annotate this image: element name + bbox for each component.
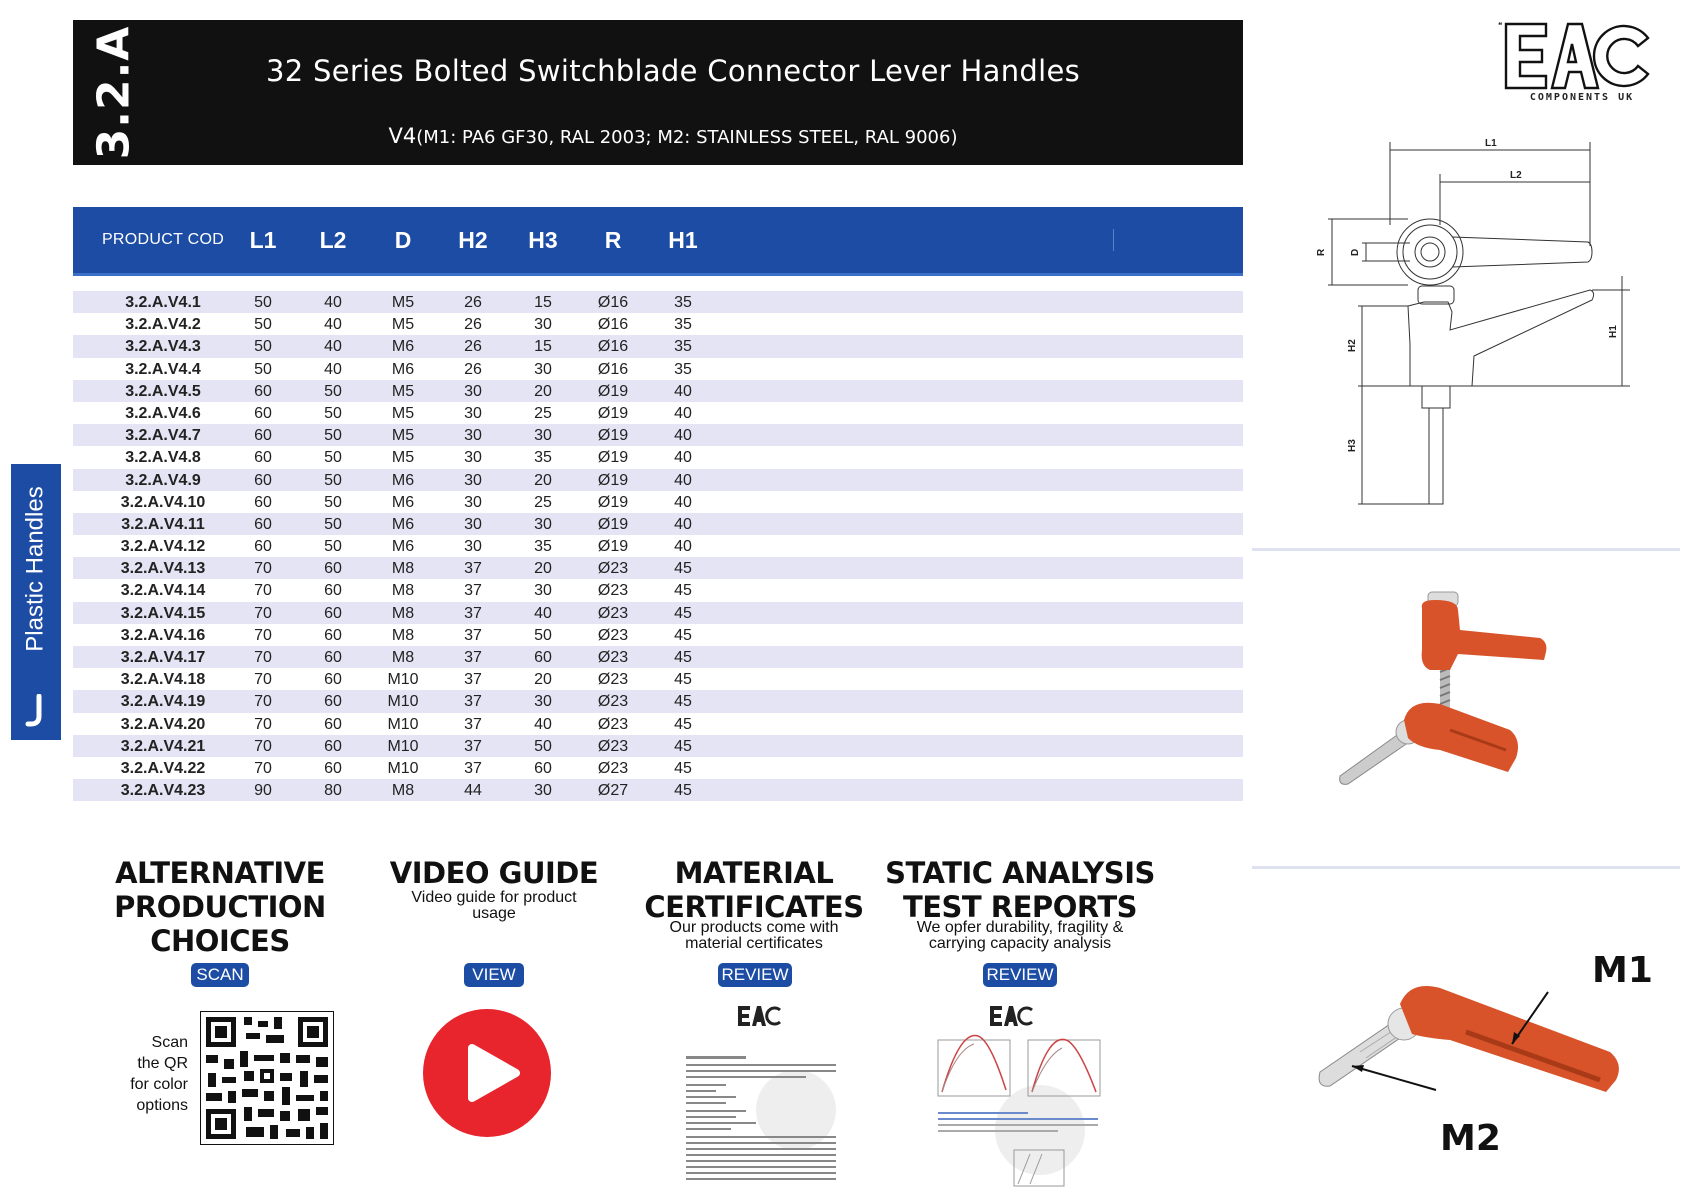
page-subtitle [173, 124, 1173, 148]
cell-h2: 30 [464, 515, 482, 533]
dim-label-l1: L1 [1485, 138, 1497, 149]
cell-h1: 45 [674, 715, 692, 733]
table-header [73, 207, 1243, 276]
cell-d: M8 [391, 582, 415, 600]
cell-l1: 70 [254, 582, 272, 600]
qr-caption-line: the QR [137, 1055, 188, 1072]
static-sub-line: We opfer durability, fragility & [916, 919, 1124, 936]
cell-r: Ø23 [597, 737, 629, 755]
cell-r: Ø19 [597, 427, 629, 445]
cell-h2: 37 [464, 671, 482, 689]
cell-d: M10 [387, 693, 419, 711]
qr-code-icon[interactable] [200, 1011, 334, 1145]
static-analysis-subtitle [870, 920, 1170, 952]
logo-subtext: COMPONENTS UK [1529, 92, 1635, 103]
table-row [73, 380, 1243, 402]
cell-h1: 45 [674, 582, 692, 600]
cell-r: Ø19 [597, 449, 629, 467]
cell-product-code: 3.2.A.V4.10 [120, 493, 206, 511]
cell-l1: 60 [254, 493, 272, 511]
section-code-text: 3.2.A [88, 25, 140, 160]
cell-r: Ø23 [597, 671, 629, 689]
cell-d: M6 [391, 338, 415, 356]
cell-d: M10 [387, 737, 419, 755]
cell-h1: 40 [674, 404, 692, 422]
cell-h2: 37 [464, 715, 482, 733]
cell-d: M6 [391, 471, 415, 489]
col-header-r: R [604, 227, 622, 253]
cell-d: M5 [391, 427, 415, 445]
play-video-icon[interactable] [422, 1008, 552, 1138]
table-row [73, 535, 1243, 557]
cell-h2: 37 [464, 737, 482, 755]
cell-l2: 40 [324, 360, 342, 378]
cell-l1: 60 [254, 427, 272, 445]
cell-l2: 60 [324, 737, 342, 755]
cell-h3: 30 [534, 515, 552, 533]
cell-h2: 37 [464, 693, 482, 711]
cell-h1: 40 [674, 382, 692, 400]
cell-product-code: 3.2.A.V4.18 [120, 671, 206, 689]
lever-handle-icon [25, 694, 47, 728]
qr-caption-line: options [136, 1097, 188, 1114]
cell-r: Ø19 [597, 493, 629, 511]
cell-d: M6 [391, 360, 415, 378]
cell-product-code: 3.2.A.V4.9 [125, 471, 201, 489]
cell-l2: 60 [324, 715, 342, 733]
table-row [73, 424, 1243, 446]
certificate-document-icon[interactable] [676, 1000, 846, 1190]
cell-l1: 70 [254, 759, 272, 777]
cell-l2: 50 [324, 515, 342, 533]
table-row [73, 579, 1243, 601]
cell-h3: 15 [534, 294, 552, 311]
cell-l2: 60 [324, 759, 342, 777]
table-row [73, 735, 1243, 757]
col-header-product-code: PRODUCT COD [101, 231, 225, 248]
cell-d: M5 [391, 404, 415, 422]
cell-l2: 60 [324, 693, 342, 711]
cell-product-code: 3.2.A.V4.11 [121, 515, 205, 533]
cell-product-code: 3.2.A.V4.16 [120, 626, 206, 644]
cell-d: M10 [387, 671, 419, 689]
cell-h3: 60 [534, 759, 552, 777]
cell-d: M8 [391, 782, 415, 800]
cell-h3: 25 [534, 493, 552, 511]
cell-h2: 30 [464, 471, 482, 489]
alternative-choices-title [100, 856, 340, 958]
eac-logo [1490, 16, 1660, 108]
table-row [73, 668, 1243, 690]
cell-h1: 45 [674, 626, 692, 644]
table-row [73, 557, 1243, 579]
cell-l1: 60 [254, 382, 272, 400]
qr-caption-line: Scan [151, 1034, 188, 1051]
header-divider [1113, 229, 1114, 251]
material-sub-line: material certificates [685, 935, 823, 952]
cell-h3: 30 [534, 782, 552, 800]
dim-label-l2: L2 [1510, 170, 1522, 181]
cell-h1: 40 [674, 471, 692, 489]
cell-l2: 60 [324, 560, 342, 578]
cell-l2: 50 [324, 427, 342, 445]
cell-product-code: 3.2.A.V4.22 [120, 759, 206, 777]
page-header [73, 20, 1243, 165]
cell-product-code: 3.2.A.V4.1 [125, 294, 201, 311]
cell-l2: 60 [324, 649, 342, 666]
cell-l1: 50 [254, 338, 272, 356]
cell-product-code: 3.2.A.V4.4 [125, 360, 201, 378]
table-row [73, 335, 1243, 357]
table-row [73, 602, 1243, 624]
material-certificates-title [634, 856, 874, 924]
material-title-line: CERTIFICATES [644, 890, 864, 924]
cell-l1: 60 [254, 538, 272, 556]
cell-d: M10 [387, 715, 419, 733]
cell-r: Ø23 [597, 604, 629, 622]
cell-h1: 35 [674, 338, 692, 356]
cell-product-code: 3.2.A.V4.17 [120, 649, 206, 666]
cell-l2: 50 [324, 449, 342, 467]
dim-label-d: D [1350, 248, 1361, 256]
cell-r: Ø19 [597, 515, 629, 533]
cell-h2: 37 [464, 626, 482, 644]
cell-h2: 30 [464, 538, 482, 556]
dim-label-h3: H3 [1347, 439, 1358, 452]
cell-h3: 35 [534, 449, 552, 467]
cell-product-code: 3.2.A.V4.23 [120, 782, 206, 800]
col-header-h2: H2 [458, 227, 488, 253]
cell-product-code: 3.2.A.V4.8 [125, 449, 201, 467]
cell-h1: 35 [674, 316, 692, 334]
cell-product-code: 3.2.A.V4.19 [120, 693, 206, 711]
cell-h2: 37 [464, 560, 482, 578]
product-table-body [73, 291, 1243, 801]
cell-r: Ø19 [597, 538, 629, 556]
cell-h2: 26 [464, 316, 482, 334]
cell-h3: 40 [534, 715, 552, 733]
cell-r: Ø19 [597, 404, 629, 422]
test-report-document-icon[interactable] [930, 1000, 1110, 1190]
cell-h2: 30 [464, 382, 482, 400]
cell-h1: 40 [674, 427, 692, 445]
cell-d: M5 [391, 449, 415, 467]
cell-h1: 45 [674, 737, 692, 755]
cell-l1: 70 [254, 693, 272, 711]
material-label-m2: M2 [1440, 1118, 1501, 1159]
cell-h3: 50 [534, 737, 552, 755]
side-tab-label: Plastic Handles [22, 486, 50, 652]
cell-d: M8 [391, 604, 415, 622]
cell-r: Ø27 [597, 782, 629, 800]
cell-l1: 70 [254, 604, 272, 622]
col-header-l2: L2 [319, 227, 347, 253]
video-guide-title [374, 856, 614, 890]
cell-h3: 30 [534, 582, 552, 600]
cell-product-code: 3.2.A.V4.13 [120, 560, 206, 578]
cell-l2: 50 [324, 471, 342, 489]
cell-h3: 20 [534, 471, 552, 489]
alternative-title-line: ALTERNATIVE [115, 856, 325, 890]
cell-h3: 20 [534, 671, 552, 689]
cell-l1: 70 [254, 737, 272, 755]
cell-h3: 60 [534, 649, 552, 666]
cell-r: Ø16 [597, 316, 629, 334]
cell-h1: 45 [674, 782, 692, 800]
cell-product-code: 3.2.A.V4.14 [120, 582, 206, 600]
cell-h3: 35 [534, 538, 552, 556]
cell-product-code: 3.2.A.V4.2 [125, 316, 201, 334]
cell-l2: 40 [324, 294, 342, 311]
cell-h2: 30 [464, 427, 482, 445]
cell-l2: 60 [324, 671, 342, 689]
cell-l2: 50 [324, 538, 342, 556]
qr-caption-line: for color [130, 1076, 188, 1093]
alternative-title-line: PRODUCTION [114, 890, 326, 924]
cell-d: M8 [391, 626, 415, 644]
cell-r: Ø19 [597, 382, 629, 400]
cell-r: Ø16 [597, 294, 629, 311]
cell-product-code: 3.2.A.V4.5 [125, 382, 201, 400]
table-row [73, 646, 1243, 668]
table-row [73, 513, 1243, 535]
cell-d: M10 [387, 759, 419, 777]
cell-product-code: 3.2.A.V4.3 [125, 338, 201, 356]
cell-d: M8 [391, 560, 415, 578]
cell-l1: 70 [254, 649, 272, 666]
material-title-line: MATERIAL [674, 856, 834, 890]
cell-d: M6 [391, 515, 415, 533]
cell-h1: 40 [674, 493, 692, 511]
table-row [73, 690, 1243, 712]
cell-h1: 45 [674, 671, 692, 689]
cell-r: Ø23 [597, 626, 629, 644]
cell-h3: 25 [534, 404, 552, 422]
page-title: 32 Series Bolted Switchblade Connector Lever Handles [265, 54, 1081, 88]
cell-h2: 37 [464, 759, 482, 777]
scan-button[interactable]: SCAN [191, 963, 249, 987]
cell-h2: 26 [464, 338, 482, 356]
cell-d: M5 [391, 316, 415, 334]
static-sub-line: carrying capacity analysis [928, 935, 1112, 952]
cell-h1: 45 [674, 649, 692, 666]
dim-label-h2: H2 [1347, 339, 1358, 352]
cell-r: Ø23 [597, 693, 629, 711]
cell-h2: 26 [464, 360, 482, 378]
cell-l2: 40 [324, 338, 342, 356]
cell-r: Ø23 [597, 715, 629, 733]
cell-r: Ø19 [597, 471, 629, 489]
static-title-line: TEST REPORTS [902, 890, 1138, 924]
table-row [73, 757, 1243, 779]
table-row [73, 779, 1243, 801]
material-certificates-subtitle [634, 920, 874, 952]
cell-product-code: 3.2.A.V4.6 [125, 404, 201, 422]
cell-d: M5 [391, 382, 415, 400]
view-video-button[interactable]: VIEW [464, 963, 524, 987]
cell-l2: 60 [324, 582, 342, 600]
cell-h1: 40 [674, 449, 692, 467]
cell-h1: 40 [674, 515, 692, 533]
table-row [73, 358, 1243, 380]
cell-d: M8 [391, 649, 415, 666]
cell-l1: 50 [254, 316, 272, 334]
cell-h2: 30 [464, 404, 482, 422]
cell-r: Ø23 [597, 649, 629, 666]
cell-r: Ø23 [597, 759, 629, 777]
cell-r: Ø16 [597, 338, 629, 356]
material-label-m1: M1 [1592, 950, 1653, 991]
table-row [73, 402, 1243, 424]
col-header-l1: L1 [249, 227, 277, 253]
side-category-tab[interactable] [11, 464, 61, 740]
cell-product-code: 3.2.A.V4.21 [120, 737, 206, 755]
cell-h2: 26 [464, 294, 482, 311]
cell-l1: 60 [254, 471, 272, 489]
cell-l1: 90 [254, 782, 272, 800]
cell-h3: 50 [534, 626, 552, 644]
cell-r: Ø23 [597, 560, 629, 578]
table-row [73, 469, 1243, 491]
table-row [73, 713, 1243, 735]
cell-l1: 70 [254, 560, 272, 578]
cell-l2: 50 [324, 382, 342, 400]
cell-h2: 37 [464, 604, 482, 622]
dim-label-h1: H1 [1608, 325, 1619, 338]
cell-h1: 45 [674, 560, 692, 578]
cell-l1: 70 [254, 715, 272, 733]
table-row [73, 491, 1243, 513]
cell-l1: 60 [254, 449, 272, 467]
cell-h1: 35 [674, 294, 692, 311]
svg-text:❝: ❝ [1498, 21, 1503, 30]
section-code [79, 20, 149, 165]
cell-h2: 30 [464, 493, 482, 511]
review-certificates-button[interactable]: REVIEW [718, 963, 792, 987]
subtitle-materials: (M1: PA6 GF30, RAL 2003; M2: STAINLESS STEEL, RAL 9006) [416, 127, 958, 148]
review-reports-button[interactable]: REVIEW [983, 963, 1057, 987]
cell-l2: 60 [324, 626, 342, 644]
cell-h2: 37 [464, 582, 482, 600]
panel-divider [1252, 548, 1680, 551]
col-header-d: D [394, 227, 412, 253]
table-row [73, 446, 1243, 468]
cell-l2: 80 [324, 782, 342, 800]
cell-r: Ø16 [597, 360, 629, 378]
video-title-line: VIDEO GUIDE [389, 856, 599, 890]
cell-d: M6 [391, 493, 415, 511]
cell-l2: 50 [324, 404, 342, 422]
cell-h3: 20 [534, 560, 552, 578]
cell-product-code: 3.2.A.V4.12 [120, 538, 206, 556]
col-header-h1: H1 [668, 227, 698, 253]
cell-l2: 60 [324, 604, 342, 622]
cell-h1: 45 [674, 693, 692, 711]
cell-h2: 30 [464, 449, 482, 467]
video-sub-line: usage [472, 905, 516, 922]
cell-h1: 45 [674, 604, 692, 622]
cell-l2: 40 [324, 316, 342, 334]
cell-h3: 30 [534, 427, 552, 445]
cell-l1: 60 [254, 404, 272, 422]
cell-l2: 50 [324, 493, 342, 511]
video-sub-line: Video guide for product [411, 889, 577, 906]
cell-h3: 30 [534, 360, 552, 378]
cell-h2: 37 [464, 649, 482, 666]
cell-r: Ø23 [597, 582, 629, 600]
cell-d: M5 [391, 294, 415, 311]
subtitle-variant: V4 [388, 124, 417, 148]
cell-h1: 45 [674, 759, 692, 777]
static-title-line: STATIC ANALYSIS [885, 856, 1155, 890]
cell-l1: 50 [254, 294, 272, 311]
cell-product-code: 3.2.A.V4.20 [120, 715, 206, 733]
cell-l1: 70 [254, 671, 272, 689]
cell-l1: 60 [254, 515, 272, 533]
material-sub-line: Our products come with [669, 919, 839, 936]
cell-h1: 35 [674, 360, 692, 378]
col-header-h3: H3 [528, 227, 558, 253]
side-tab-label-wrap [11, 464, 61, 674]
table-row [73, 313, 1243, 335]
cell-l1: 70 [254, 626, 272, 644]
table-row [73, 291, 1243, 313]
technical-drawing [1300, 130, 1640, 520]
cell-d: M6 [391, 538, 415, 556]
cell-h2: 44 [464, 782, 482, 800]
cell-h3: 20 [534, 382, 552, 400]
cell-h3: 15 [534, 338, 552, 356]
cell-h1: 40 [674, 538, 692, 556]
cell-product-code: 3.2.A.V4.15 [120, 604, 206, 622]
dim-label-r: R [1316, 248, 1327, 256]
panel-divider [1252, 866, 1680, 869]
qr-caption [118, 1032, 188, 1116]
cell-h3: 40 [534, 604, 552, 622]
static-analysis-title [870, 856, 1170, 924]
cell-h3: 30 [534, 693, 552, 711]
alternative-title-line: CHOICES [150, 924, 290, 958]
cell-product-code: 3.2.A.V4.7 [125, 427, 201, 445]
cell-l1: 50 [254, 360, 272, 378]
table-row [73, 624, 1243, 646]
video-guide-subtitle [374, 890, 614, 922]
cell-h3: 30 [534, 316, 552, 334]
product-photo-pair [1300, 580, 1640, 840]
